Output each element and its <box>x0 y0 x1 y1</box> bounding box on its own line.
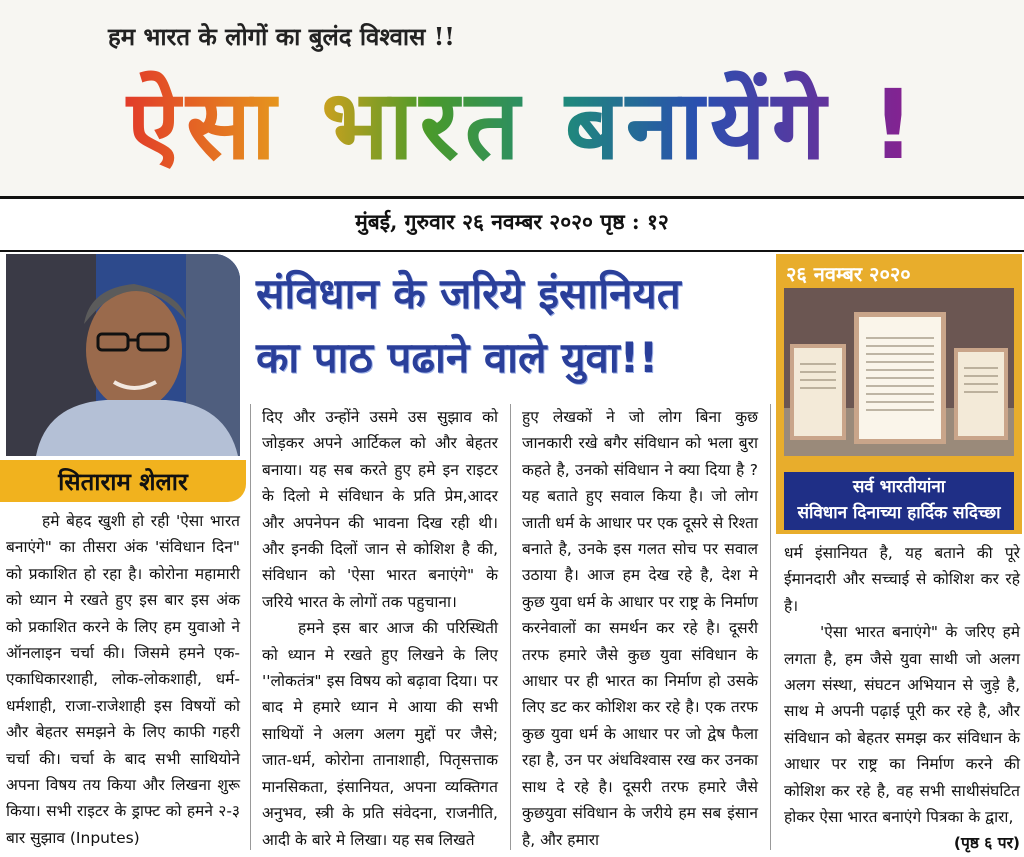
article-headline <box>256 262 768 390</box>
article-column-2 <box>262 404 498 853</box>
tagline: हम भारत के लोगों का बुलंद विश्वास !! <box>108 22 455 51</box>
dateline: मुंबई, गुरुवार २६ नवम्बर २०२० पृष्ठ : १२ <box>355 209 669 234</box>
author-name: सिताराम शेलार <box>0 460 246 502</box>
column-divider <box>510 404 511 850</box>
article-column-3 <box>522 404 758 853</box>
top-rule <box>0 196 1024 199</box>
article-paragraph: हमने इस बार आज की परिस्थिती को ध्यान मे रखते हुए लिखने के लिए ''लोकतंत्र" इस विषय को बढ़ावा दिया। पर बाद मे हमारे ध्यान मे आया की सभी साथियों ने अलग अलग मुद्दों पर जैसे; जात-धर्म, कोरोना तानाशाही, पितृसत्ताक मानसिकता, इंसानियत, अपना व्यक्तिगत अनुभव, स्त्री के प्रति संवेदना, राजनीति, आदी के बारे मे लिखा। यह सब लिखते <box>262 619 498 849</box>
article-paragraph: दिए और उन्होंने उसमे उस सुझाव को जोड़कर अपने आर्टिकल को और बेहतर बनाया। यह सब करते हुए हमे इन राइटर के दिलो मे संविधान के प्रति प्रेम,आदर और अपनेपन की भावना दिख रही थी। और इनकी दिलों जान से कोशिश है की, संविधान को 'ऐसा भारत बनाएंगे" के जरिये भारत के लोगों तक पहुचाना। <box>262 408 498 611</box>
author-portrait-image <box>6 254 240 456</box>
article-paragraph: धर्म इंसानियत है, यह बताने की पूरे ईमानदारी और सच्चाई से कोशिश कर रहे है। <box>784 544 1020 615</box>
greeting-line-2: संविधान दिनाच्या हार्दिक सदिच्छा <box>797 503 1001 523</box>
author-photo <box>6 254 240 456</box>
greeting-line-1: सर्व भारतीयांना <box>852 477 946 497</box>
article-column-1 <box>6 508 240 851</box>
greeting-date: २६ नवम्बर २०२० <box>786 262 911 286</box>
headline-line-2: का पाठ पढाने वाले युवा!! <box>256 333 659 382</box>
constitution-day-greeting <box>776 254 1022 534</box>
article-column-4 <box>784 540 1020 857</box>
article-paragraph: हुए लेखकों ने जो लोग बिना कुछ जानकारी रखे बगैर संविधान को भला बुरा कहते है, उनको संविधान ने क्या दिया है ?यह बताते हुए सवाल किया है। जो लोग जाती धर्म के आधार पर एक दूसरे से रिश्ता बनाते है, उनके इस गलत सोच पर सवाल उठाया है। आज हम देख रहे है, देश मे कुछ युवा धर्म के आधार पर राष्ट्र के निर्माण करनेवालों का समर्थन कर रहे है। दूसरी तरफ हमारे जैसे कुछ युवा संविधान के आधार पर ही भारत का निर्माण हो उसके लिए डट कर कोशिश कर रहे है। एक तरफ कुछ युवा धर्म के आधार पर जो द्वेष फैला रहा है, उन पर अंधविश्वास रख कर उनका साथ दे रहे है। दूसरी तरफ हमारे जैसे कुछयुवा संविधान के जरीये हम सब इंसान है, और हमारा <box>522 408 758 849</box>
dateline-rule <box>0 250 1024 252</box>
continued-page-ref: (पृष्ठ ६ पर) <box>953 834 1020 853</box>
article-paragraph: हमे बेहद खुशी हो रही 'ऐसा भारत बनाएंगे" का तीसरा अंक 'संविधान दिन" को प्रकाशित हो रहा है। कोरोना महामारी को ध्यान मे रखते हुए इस बार इस अंक को प्रकाशित करने के लिए हम युवाओ ने ऑनलाइन चर्चा की। जिसमे हमने एक-एकाधिकारशाही, लोक-लोकशाही, धर्म-धर्मशाही, राजा-राजेशाही इस विषयों को और बेहतर समझने के लिए काफी गहरी चर्चा की। चर्चा के बाद सभी साथियोने अपना विषय तय किया और लिखना शुरू किया। सभी राइटर के ड्राफ्ट को हमने २-३ बार सुझाव (Inputes) <box>6 512 240 847</box>
headline-line-1: संविधान के जरिये इंसानियत <box>256 269 681 318</box>
masthead-title <box>44 48 1004 188</box>
article-paragraph: 'ऐसा भारत बनाएंगे" के जरिए हमे लगता है, हम जैसे युवा साथी जो अलग अलग संस्था, संघटन अभियान से जुड़े है, साथ मे अपनी पढ़ाई पूरी कर रहे है, और संविधान को बेहतर समझ कर संविधान के आधार पर राष्ट्र का निर्माण करने की कोशिश कर रहे है, वह सभी साथीसंघटित होकर ऐसा भारत बनाएंगे पित्रका के द्वारा, <box>784 623 1020 827</box>
constitution-preamble-image <box>784 288 1014 456</box>
column-divider <box>250 404 251 850</box>
greeting-message <box>784 472 1014 530</box>
masthead <box>0 0 1024 196</box>
column-divider <box>770 404 771 850</box>
masthead-title-text: ऐसा भारत बनायेंगे ! <box>127 69 921 181</box>
